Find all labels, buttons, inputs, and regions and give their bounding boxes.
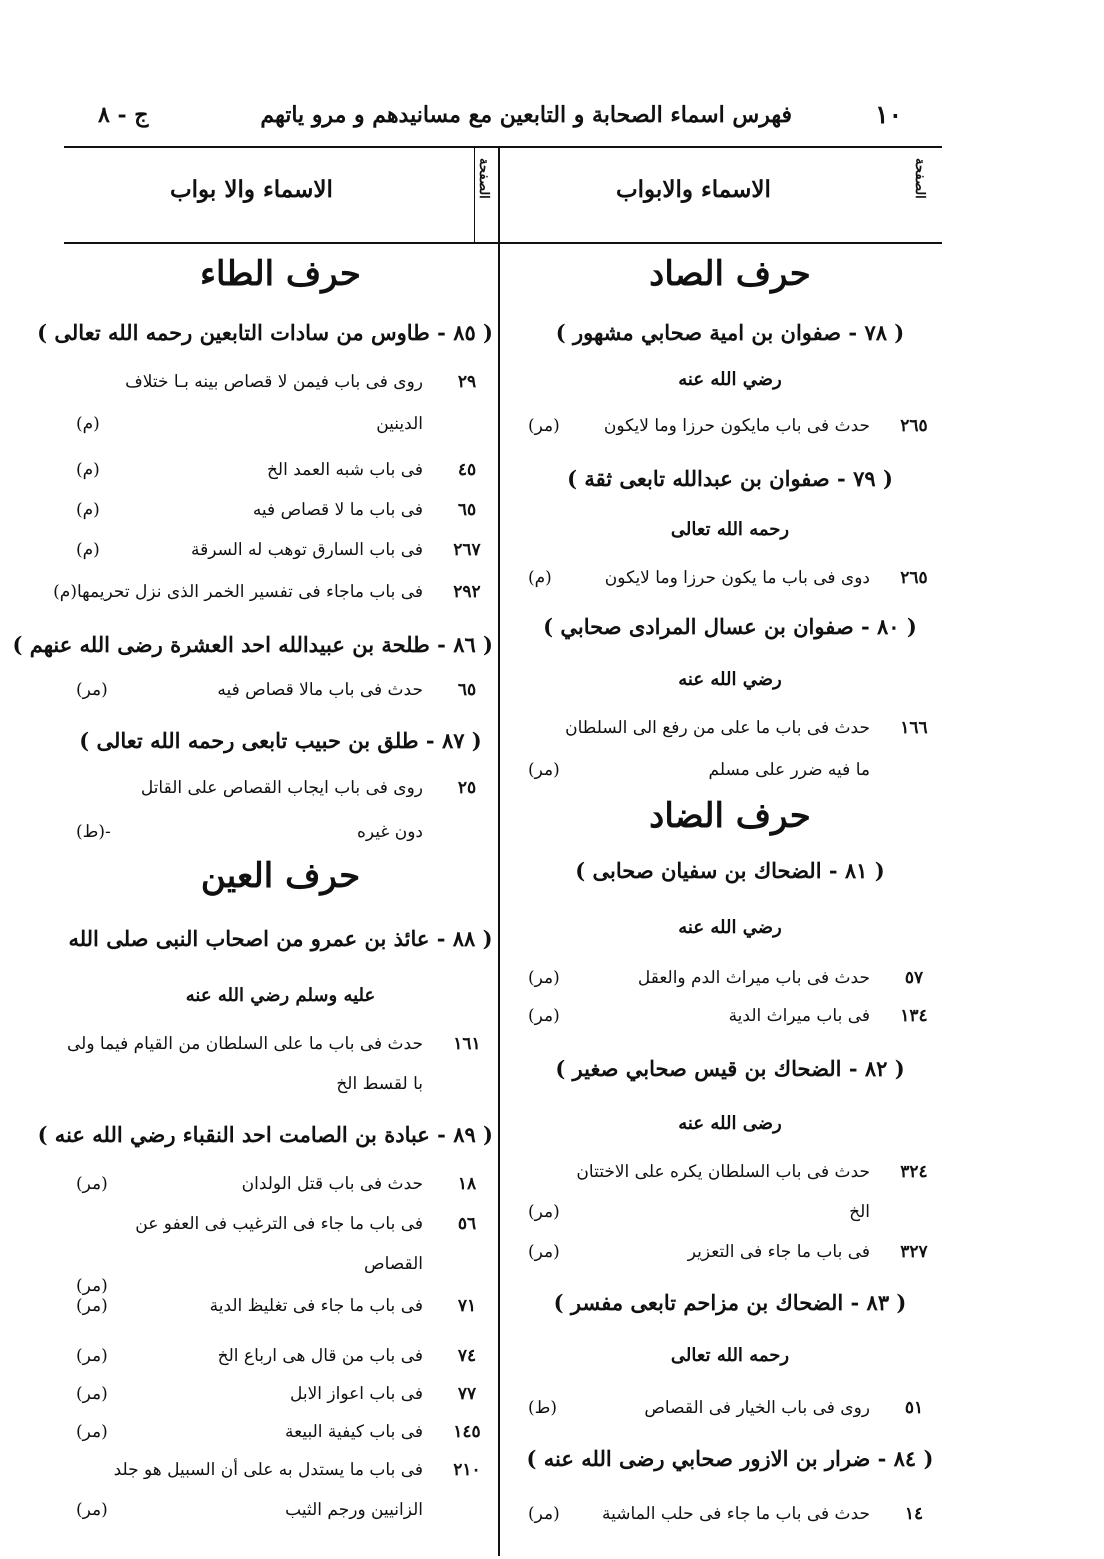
entry-code: (مر) <box>76 1500 108 1520</box>
person-heading: ( ٧٨ - صفوان بن امية صحابي مشهور ) <box>555 320 905 345</box>
entry-page: ٢٥ <box>457 778 477 798</box>
entry-text: الزانيين ورجم الثيب <box>285 1500 423 1520</box>
index-entry-continued <box>520 756 940 786</box>
index-entry <box>68 368 493 398</box>
entry-page: ٣٢٤ <box>900 1162 928 1182</box>
entry-page: ٥٧ <box>904 968 924 988</box>
column-heading-right: الاسماء والابواب <box>616 176 771 203</box>
entry-text: فى باب ما يستدل به على أن السبيل هو جلد <box>113 1460 423 1480</box>
entry-text: روى فى باب فيمن لا قصاص بينه بـا ختلاف <box>125 372 423 392</box>
index-entry <box>68 676 493 706</box>
person-heading: ( ٨١ - الضحاك بن سفيان صحابى ) <box>575 858 885 883</box>
index-entry <box>68 1170 493 1200</box>
index-entry <box>520 964 940 994</box>
entry-text: الخ <box>849 1202 870 1222</box>
entry-code: (مر) <box>76 1296 108 1316</box>
entry-page: ٦٥ <box>457 680 477 700</box>
entry-text: روى فى باب الخيار فى القصاص <box>644 1398 870 1418</box>
column-divider <box>498 146 500 1556</box>
left-page-col-divider <box>474 148 475 242</box>
entry-page: ١٤ <box>904 1504 924 1524</box>
page-column-label-right: الصفحة <box>912 158 927 199</box>
entry-code: (مر) <box>76 1422 108 1442</box>
entry-code: (مر) <box>76 1384 108 1404</box>
entry-text: حدث فى باب مايكون حرزا وما لايكون <box>603 416 870 436</box>
index-entry <box>520 1238 940 1268</box>
entry-page: ١٨ <box>457 1174 477 1194</box>
index-entry <box>520 714 940 744</box>
person-honorific: رضي الله عنه <box>678 917 782 938</box>
letter-heading: حرف الصاد <box>649 254 811 294</box>
index-entry <box>68 1292 493 1322</box>
entry-code: (مر) <box>528 1504 560 1524</box>
index-entry-continued <box>68 818 493 848</box>
entry-page: ١٦٦ <box>900 718 928 738</box>
entry-code: (مر) <box>528 760 560 780</box>
entry-text: فى باب كيفية البيعة <box>285 1422 423 1442</box>
index-entry <box>68 1210 493 1240</box>
index-entry-continued <box>68 1070 493 1100</box>
entry-text: دوى فى باب ما يكون حرزا وما لايكون <box>604 568 870 588</box>
entry-code: (مر) <box>76 680 108 700</box>
entry-page: ١٣٤ <box>900 1006 928 1026</box>
person-heading: ( ٨٥ - طاوس من سادات التابعين رحمه الله تعالى ) <box>37 320 493 345</box>
person-heading: ( ٨٩ - عبادة بن الصامت احد النقباء رضي الله عنه ) <box>37 1122 493 1147</box>
entry-page: ٢٩ <box>457 372 477 392</box>
entry-page: ٥٦ <box>457 1214 477 1234</box>
entry-page: ١٦١ <box>453 1034 481 1054</box>
page-title: فهرس اسماء الصحابة و التابعين مع مسانيدهم و مرو ياتهم <box>260 102 792 128</box>
index-entry <box>68 496 493 526</box>
column-heading-left: الاسماء والا بواب <box>170 176 333 203</box>
entry-code: (م) <box>76 500 100 520</box>
entry-text: حدث فى باب ما على السلطان من القيام فيما ولى <box>66 1034 423 1054</box>
entry-text: حدث فى باب مالا قصاص فيه <box>217 680 423 700</box>
person-honorific: رضي الله عنه <box>678 669 782 690</box>
person-heading: ( ٨٧ - طلق بن حبيب تابعى رحمه الله تعالى ) <box>79 728 482 753</box>
entry-text: القصاص <box>364 1254 423 1274</box>
letter-heading: حرف الضاد <box>649 796 811 836</box>
entry-page: ٣٢٧ <box>900 1242 928 1262</box>
entry-text: ما فيه ضرر على مسلم <box>708 760 870 780</box>
index-entry-continued <box>68 410 493 440</box>
index-entry <box>68 1380 493 1410</box>
person-heading: ( ٨٣ - الضحاك بن مزاحم تابعى مفسر ) <box>553 1290 907 1315</box>
index-entry <box>68 536 493 566</box>
entry-text: حدث فى باب ميراث الدم والعقل <box>637 968 870 988</box>
header-rule <box>64 146 942 148</box>
index-entry <box>520 1394 940 1424</box>
entry-text: با لقسط الخ <box>336 1074 423 1094</box>
person-honorific: رضي الله عنه <box>678 369 782 390</box>
entry-page: ٢١٠ <box>453 1460 481 1480</box>
entry-text: فى باب شبه العمد الخ <box>266 460 423 480</box>
index-entry-continued <box>68 1496 493 1526</box>
entry-text: فى باب ميراث الدية <box>728 1006 870 1026</box>
page-column-label-left: الصفحة <box>476 158 491 199</box>
entry-text: فى باب السارق توهب له السرقة <box>190 540 423 560</box>
entry-text: فى باب ما جاء فى الترغيب فى العفو عن <box>135 1214 423 1234</box>
entry-code: (مر) <box>528 416 560 436</box>
volume-label: ج - ٨ <box>98 102 149 128</box>
index-entry-continued <box>520 1198 940 1228</box>
column-head-rule <box>64 242 942 244</box>
entry-text: فى باب ما لا قصاص فيه <box>252 500 423 520</box>
person-heading: ( ٨٤ - ضرار بن الازور صحابي رضى الله عنه ) <box>526 1446 934 1471</box>
entry-code: (مر) <box>76 1174 108 1194</box>
entry-text: حدث فى باب ما على من رفع الى السلطان <box>565 718 870 738</box>
entry-page: ٦٥ <box>457 500 477 520</box>
entry-page: ٧٤ <box>457 1346 477 1366</box>
entry-page: ٢٩٢ <box>453 582 481 602</box>
index-entry <box>53 578 493 608</box>
index-entry <box>520 1002 940 1032</box>
entry-text: فى باب ما جاء فى تغليظ الدية <box>209 1296 423 1316</box>
entry-text: فى باب ما جاء فى التعزير <box>687 1242 870 1262</box>
index-entry <box>68 1418 493 1448</box>
entry-code: (م) <box>76 540 100 560</box>
index-entry <box>68 456 493 486</box>
entry-code: (مر) <box>76 1276 108 1296</box>
person-honorific: رضى الله عنه <box>678 1113 782 1134</box>
entry-code: (مر) <box>76 1346 108 1366</box>
entry-page: ٤٥ <box>457 460 477 480</box>
person-heading: ( ٨٦ - طلحة بن عبيدالله احد العشرة رضى الله عنهم ) <box>12 632 493 657</box>
entry-text: دون غيره <box>357 822 423 842</box>
index-entry <box>68 1456 493 1486</box>
person-heading: ( ٨٨ - عائذ بن عمرو من اصحاب النبى صلى الله <box>68 926 493 951</box>
entry-text: فى باب من قال هى ارباع الخ <box>217 1346 423 1366</box>
index-entry <box>68 1030 493 1060</box>
entry-page: ٥١ <box>904 1398 924 1418</box>
entry-text: فى باب اعواز الابل <box>289 1384 423 1404</box>
index-entry <box>520 412 940 442</box>
index-entry <box>68 774 493 804</box>
index-entry <box>68 1342 493 1372</box>
page-header <box>60 100 902 140</box>
entry-code: -(ط) <box>76 822 111 842</box>
entry-code: (م) <box>76 414 100 434</box>
entry-page: ٢٦٥ <box>900 568 928 588</box>
page-number: ١٠ <box>875 100 902 129</box>
person-honorific: رحمه الله تعالى <box>670 519 790 540</box>
entry-code: (مر) <box>528 968 560 988</box>
index-entry <box>520 1158 940 1188</box>
entry-code: (م) <box>528 568 552 588</box>
entry-text: حدث فى باب قتل الولدان <box>241 1174 423 1194</box>
entry-code: (م) <box>76 460 100 480</box>
entry-code: (ط) <box>528 1398 557 1418</box>
index-entry <box>520 564 940 594</box>
person-heading: ( ٧٩ - صفوان بن عبدالله تابعى ثقة ) <box>567 466 893 491</box>
letter-heading: حرف العين <box>200 856 361 896</box>
entry-text: الدينين <box>376 414 423 434</box>
letter-heading: حرف الطاء <box>200 254 361 294</box>
entry-page: ٢٦٥ <box>900 416 928 436</box>
entry-text: روى فى باب ايجاب القصاص على القاتل <box>140 778 423 798</box>
entry-text: حدث فى باب ما جاء فى حلب الماشية <box>602 1504 870 1524</box>
entry-text: حدث فى باب السلطان يكره على الاختتان <box>576 1162 870 1182</box>
entry-page: ٢٦٧ <box>453 540 481 560</box>
entry-page: ٧١ <box>457 1296 477 1316</box>
index-entry <box>520 1500 940 1530</box>
person-heading: ( ٨٢ - الضحاك بن قيس صحابي صغير ) <box>555 1056 905 1081</box>
entry-page: ٧٧ <box>457 1384 477 1404</box>
entry-code: (مر) <box>528 1202 560 1222</box>
person-honorific: عليه وسلم رضي الله عنه <box>185 985 376 1006</box>
entry-text: فى باب ماجاء فى تفسير الخمر الذى نزل تحريمها(م) <box>53 582 423 602</box>
entry-code: (مر) <box>528 1006 560 1026</box>
entry-code: (مر) <box>528 1242 560 1262</box>
person-heading: ( ٨٠ - صفوان بن عسال المرادى صحابي ) <box>543 614 917 639</box>
entry-page: ١٤٥ <box>453 1422 481 1442</box>
person-honorific: رحمه الله تعالى <box>670 1345 790 1366</box>
